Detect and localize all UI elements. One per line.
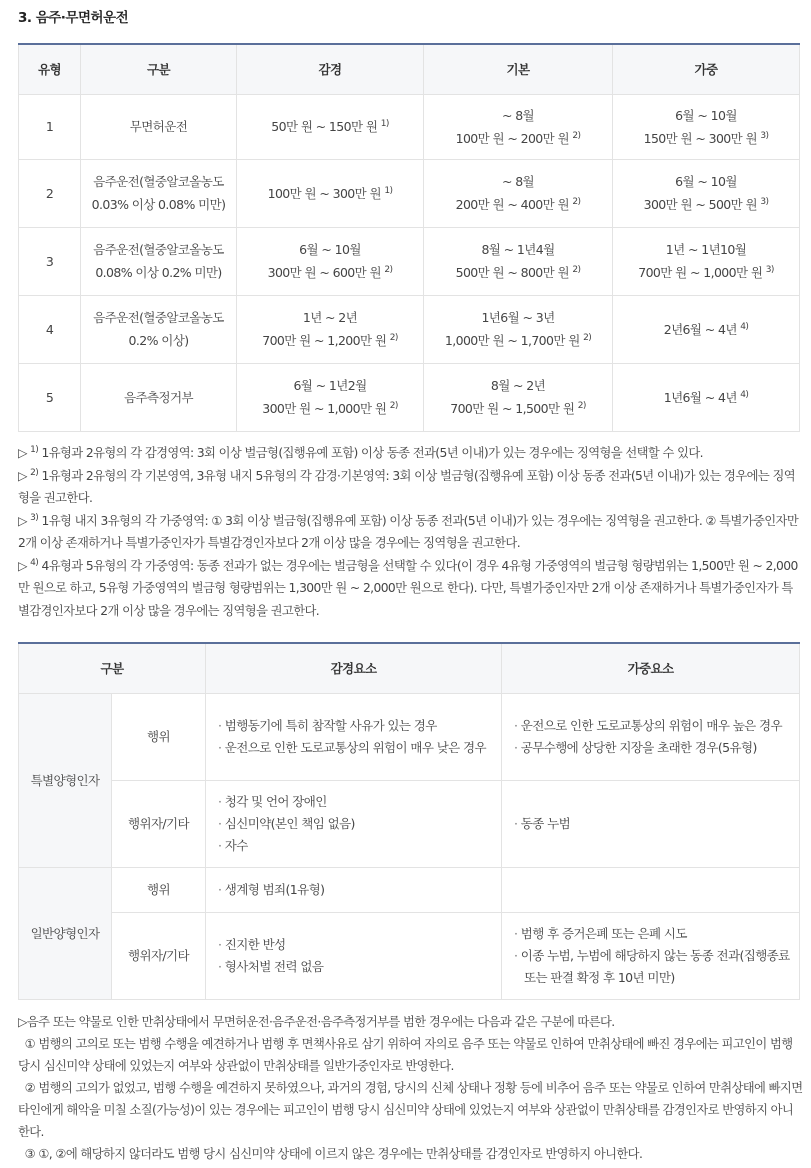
cell-line xyxy=(81,261,236,284)
footnote-mark: 4) xyxy=(740,321,749,332)
aggravate-cell xyxy=(613,159,800,227)
header-category: 구분 xyxy=(81,44,237,94)
special-factor-label: 특별양형인자 xyxy=(19,693,112,867)
cell-line xyxy=(424,170,612,193)
header-reduce-factor: 감경요소 xyxy=(206,643,502,693)
aggravate-cell xyxy=(613,94,800,159)
cell-text: 100만 원 ~ 200만 원 xyxy=(455,130,569,146)
cell-line xyxy=(424,374,612,397)
cell-text: ~ 8월 xyxy=(501,107,535,123)
aggravate-cell xyxy=(613,295,800,363)
cell-text: 6월 ~ 10월 xyxy=(675,174,737,189)
table-row xyxy=(19,363,800,431)
footnote-mark: 1) xyxy=(380,119,389,129)
cell-line xyxy=(81,238,236,261)
row-label: 행위 xyxy=(112,867,206,912)
category-cell xyxy=(81,363,237,431)
cell-text: 0.08% 이상 0.2% 미만) xyxy=(95,265,222,280)
basic-cell xyxy=(424,295,613,363)
reduce-cell xyxy=(237,295,424,363)
factor-list xyxy=(206,693,502,780)
row-label: 행위자/기타 xyxy=(112,780,206,867)
footnote-mark: 2) xyxy=(572,197,581,207)
cell-line xyxy=(237,115,423,138)
type-cell: 5 xyxy=(19,363,81,431)
basic-cell xyxy=(424,94,613,159)
cell-text: 300만 원 ~ 1,000만 원 xyxy=(262,401,387,416)
cell-line xyxy=(424,397,612,420)
cell-text: 50만 원 ~ 150만 원 xyxy=(271,119,378,134)
header-basic: 기본 xyxy=(424,44,613,94)
footnote-mark: 4) xyxy=(740,389,749,400)
factor-list xyxy=(502,912,800,999)
cell-line xyxy=(237,329,423,352)
footnote-mark: 2) xyxy=(572,130,581,141)
footnote-text: 1유형 내지 3유형의 각 가중영역: ① 3회 이상 벌금형(집행유예 포함) 이상 동종 전과(5년 이내)가 있는 경우에는 징역형을 권고한다. ② 특별가중인자만 2개 이상 존재하거나 특별가중인자가 특별감경인자보다 2개 이상 많을 경우에는 징역형을 권고한다. xyxy=(18,513,799,550)
factor-item: · 진지한 반성 xyxy=(218,934,501,956)
cell-line xyxy=(424,261,612,284)
reduce-cell xyxy=(237,227,424,295)
footnotes xyxy=(18,442,803,622)
cell-text: 음주측정거부 xyxy=(124,389,193,405)
footnote xyxy=(18,465,803,510)
footnote-mark: 3) xyxy=(760,130,769,141)
table-row xyxy=(19,780,800,867)
footnote xyxy=(18,555,803,623)
table-row xyxy=(19,227,800,295)
factor-list xyxy=(206,780,502,867)
cell-text: 6월 ~ 10월 xyxy=(299,242,361,257)
cell-line xyxy=(237,306,423,329)
cell-text: ~ 8월 xyxy=(501,174,535,189)
cell-line xyxy=(613,193,799,216)
footnote-mark: 2) xyxy=(583,333,592,343)
factor-list xyxy=(502,693,800,780)
footnote xyxy=(18,442,803,465)
header-reduce: 감경 xyxy=(237,44,424,94)
footer-line: ① 범행의 고의로 또는 범행 수행을 예견하거나 범행 후 면책사유로 삼기 위하여 자의로 음주 또는 약물로 인하여 만취상태에 빠진 경우에는 피고인이 범행 당시 심신미약 상태에 있었는지 여부와 상관없이 만취상태를 일반가중인자로 반영한다. xyxy=(18,1037,796,1073)
cell-line xyxy=(81,115,236,138)
factor-item: · 자수 xyxy=(218,835,501,857)
cell-line xyxy=(237,261,423,284)
cell-text: 음주운전(혈중알코올농도 xyxy=(93,310,224,325)
table-row xyxy=(19,295,800,363)
cell-text: 1년 ~ 1년10월 xyxy=(665,242,747,257)
factor-list xyxy=(502,867,800,912)
factor-item: · 범행 후 증거은폐 또는 은폐 시도 xyxy=(514,923,799,945)
cell-line xyxy=(613,127,799,150)
category-cell xyxy=(81,159,237,227)
type-cell: 4 xyxy=(19,295,81,363)
cell-line xyxy=(424,127,612,150)
table-header-row xyxy=(19,643,800,693)
footer-notes xyxy=(18,1011,806,1165)
cell-line xyxy=(81,170,236,193)
footnote-prefix: ▷ xyxy=(18,468,31,483)
table-header-row xyxy=(19,44,800,94)
factor-item: · 운전으로 인한 도로교통상의 위험이 매우 높은 경우 xyxy=(514,715,799,737)
type-cell: 3 xyxy=(19,227,81,295)
category-cell xyxy=(81,227,237,295)
footnote-mark: 3) xyxy=(30,512,39,523)
cell-text: 2년6월 ~ 4년 xyxy=(663,321,737,337)
general-factor-label: 일반양형인자 xyxy=(19,867,112,999)
cell-line xyxy=(613,104,799,127)
header-aggravate-factor: 가중요소 xyxy=(502,643,800,693)
reduce-cell xyxy=(237,94,424,159)
cell-line xyxy=(424,306,612,329)
cell-text: 무면허운전 xyxy=(129,119,188,134)
factor-item: · 범행동기에 특히 참작할 사유가 있는 경우 xyxy=(218,715,501,737)
cell-line xyxy=(81,306,236,329)
table-row xyxy=(19,159,800,227)
row-label: 행위자/기타 xyxy=(112,912,206,999)
cell-text: 0.2% 이상) xyxy=(128,333,189,348)
footer-line: ▷음주 또는 약물로 인한 만취상태에서 무면허운전·음주운전·음주측정거부를 범한 경우에는 다음과 같은 구분에 따른다. xyxy=(18,1015,615,1029)
footnote-mark: 2) xyxy=(30,467,39,478)
type-cell: 2 xyxy=(19,159,81,227)
cell-line xyxy=(424,329,612,352)
cell-text: 음주운전(혈중알코올농도 xyxy=(93,242,224,257)
cell-text: 6월 ~ 10월 xyxy=(675,107,737,123)
cell-line xyxy=(237,238,423,261)
reduce-cell xyxy=(237,159,424,227)
footnote-mark: 2) xyxy=(389,401,398,411)
cell-text: 8월 ~ 1년4월 xyxy=(481,242,555,257)
table-row xyxy=(19,867,800,912)
footnote-mark: 2) xyxy=(577,401,586,411)
factor-item: · 청각 및 언어 장애인 xyxy=(218,791,501,813)
cell-text: 1년 ~ 2년 xyxy=(302,310,358,325)
header-aggravate: 가중 xyxy=(613,44,800,94)
cell-line xyxy=(81,329,236,352)
type-cell: 1 xyxy=(19,94,81,159)
cell-line xyxy=(613,318,799,341)
cell-text: 500만 원 ~ 800만 원 xyxy=(455,265,569,280)
factor-list xyxy=(206,867,502,912)
factor-list xyxy=(502,780,800,867)
table-row xyxy=(19,693,800,780)
cell-text: 100만 원 ~ 300만 원 xyxy=(267,185,381,201)
cell-text: 6월 ~ 1년2월 xyxy=(293,378,367,393)
cell-text: 300만 원 ~ 500만 원 xyxy=(643,197,757,212)
factor-list xyxy=(206,912,502,999)
cell-text: 1년6월 ~ 3년 xyxy=(481,310,555,325)
row-label: 행위 xyxy=(112,693,206,780)
basic-cell xyxy=(424,159,613,227)
footnote-text: 4유형과 5유형의 각 가중영역: 동종 전과가 없는 경우에는 벌금형을 선택할 수 있다(이 경우 4유형 가중영역의 벌금형 형량범위는 1,500만 원 ~ 2,000만 원으로 하고, 5유형 가중영역의 벌금형 형량범위는 1,300만 원 ~ 2,000만 원으로 한다). 다만, 특별가중인자만 2개 이상 존재하거나 특별가중인자가 특별감경인자보다 2개 이상 많을 경우에는 징역형을 권고한다. xyxy=(18,558,798,618)
footnote-prefix: ▷ xyxy=(18,558,31,573)
footnote xyxy=(18,510,803,555)
cell-text: 1,000만 원 ~ 1,700만 원 xyxy=(444,333,580,348)
footnote-prefix: ▷ xyxy=(18,446,31,460)
cell-line xyxy=(613,261,799,284)
category-cell xyxy=(81,94,237,159)
factor-item: · 동종 누범 xyxy=(514,813,799,835)
cell-line xyxy=(424,104,612,127)
cell-line xyxy=(424,193,612,216)
cell-text: 700만 원 ~ 1,500만 원 xyxy=(450,401,575,416)
cell-text: 음주운전(혈중알코올농도 xyxy=(93,174,224,189)
factor-item: · 공무수행에 상당한 지장을 초래한 경우(5유형) xyxy=(514,737,799,759)
header-type: 유형 xyxy=(19,44,81,94)
reduce-cell xyxy=(237,363,424,431)
factor-item: · 생계형 범죄(1유형) xyxy=(218,879,501,901)
footnote-mark: 1) xyxy=(384,185,393,196)
aggravate-cell xyxy=(613,227,800,295)
section-title: 3. 음주·무면허운전 xyxy=(18,10,129,26)
category-cell xyxy=(81,295,237,363)
footnote-mark: 3) xyxy=(760,197,769,207)
cell-line xyxy=(237,374,423,397)
cell-line xyxy=(81,386,236,409)
factor-item: · 형사처벌 전력 없음 xyxy=(218,956,501,978)
header-division: 구분 xyxy=(19,643,206,693)
factor-item: · 운전으로 인한 도로교통상의 위험이 매우 낮은 경우 xyxy=(218,737,501,759)
footnote-mark: 2) xyxy=(389,333,398,343)
cell-line xyxy=(613,170,799,193)
cell-line xyxy=(237,182,423,205)
cell-text: 0.03% 이상 0.08% 미만) xyxy=(91,197,226,212)
factor-item: · 심신미약(본인 책임 없음) xyxy=(218,813,501,835)
footnote-text: 1유형과 2유형의 각 기본영역, 3유형 내지 5유형의 각 감경·기본영역: 3회 이상 벌금형(집행유예 포함) 이상 동종 전과(5년 이내)가 있는 경우에는 징역형을 권고한다. xyxy=(18,468,796,505)
cell-text: 700만 원 ~ 1,000만 원 xyxy=(638,265,763,280)
footnote-mark: 3) xyxy=(765,265,774,275)
cell-text: 150만 원 ~ 300만 원 xyxy=(643,130,757,146)
table-row xyxy=(19,94,800,159)
footnote-text: 1유형과 2유형의 각 감경영역: 3회 이상 벌금형(집행유예 포함) 이상 동종 전과(5년 이내)가 있는 경우에는 징역형을 선택할 수 있다. xyxy=(38,446,703,460)
cell-text: 300만 원 ~ 600만 원 xyxy=(267,265,381,280)
sentencing-factor-table xyxy=(18,642,800,1000)
cell-text: 1년6월 ~ 4년 xyxy=(663,389,737,405)
cell-text: 700만 원 ~ 1,200만 원 xyxy=(262,333,387,348)
footer-line: ③ ①, ②에 해당하지 않더라도 범행 당시 심신미약 상태에 이르지 않은 경우에는 만취상태를 감경인자로 반영하지 아니한다. xyxy=(18,1147,643,1161)
footnote-mark: 4) xyxy=(30,557,39,568)
aggravate-cell xyxy=(613,363,800,431)
footnote-mark: 1) xyxy=(30,445,39,455)
cell-text: 200만 원 ~ 400만 원 xyxy=(455,197,569,212)
footer-line: ② 범행의 고의가 없었고, 범행 수행을 예견하지 못하였으나, 과거의 경험, 당시의 신체 상태나 정황 등에 비추어 음주 또는 약물로 인하여 만취상태에 빠지면 타인에게 해악을 미칠 소질(가능성)이 있는 경우에는 피고인이 범행 당시 심신미약 상태에 있었는지 여부와 상관없이 만취상태를 감경인자로 반영하지 아니한다. xyxy=(18,1081,806,1139)
cell-line xyxy=(237,397,423,420)
cell-line xyxy=(613,238,799,261)
table-row xyxy=(19,912,800,999)
cell-line xyxy=(81,193,236,216)
basic-cell xyxy=(424,227,613,295)
footnote-prefix: ▷ xyxy=(18,513,31,528)
footnote-mark: 2) xyxy=(572,265,581,275)
cell-line xyxy=(613,386,799,409)
sentencing-range-table xyxy=(18,43,800,432)
footnote-mark: 2) xyxy=(384,265,393,275)
factor-item: · 이종 누범, 누범에 해당하지 않는 동종 전과(집행종료 또는 판결 확정 후 10년 미만) xyxy=(514,945,799,989)
cell-line xyxy=(424,238,612,261)
basic-cell xyxy=(424,363,613,431)
cell-text: 8월 ~ 2년 xyxy=(490,378,546,393)
